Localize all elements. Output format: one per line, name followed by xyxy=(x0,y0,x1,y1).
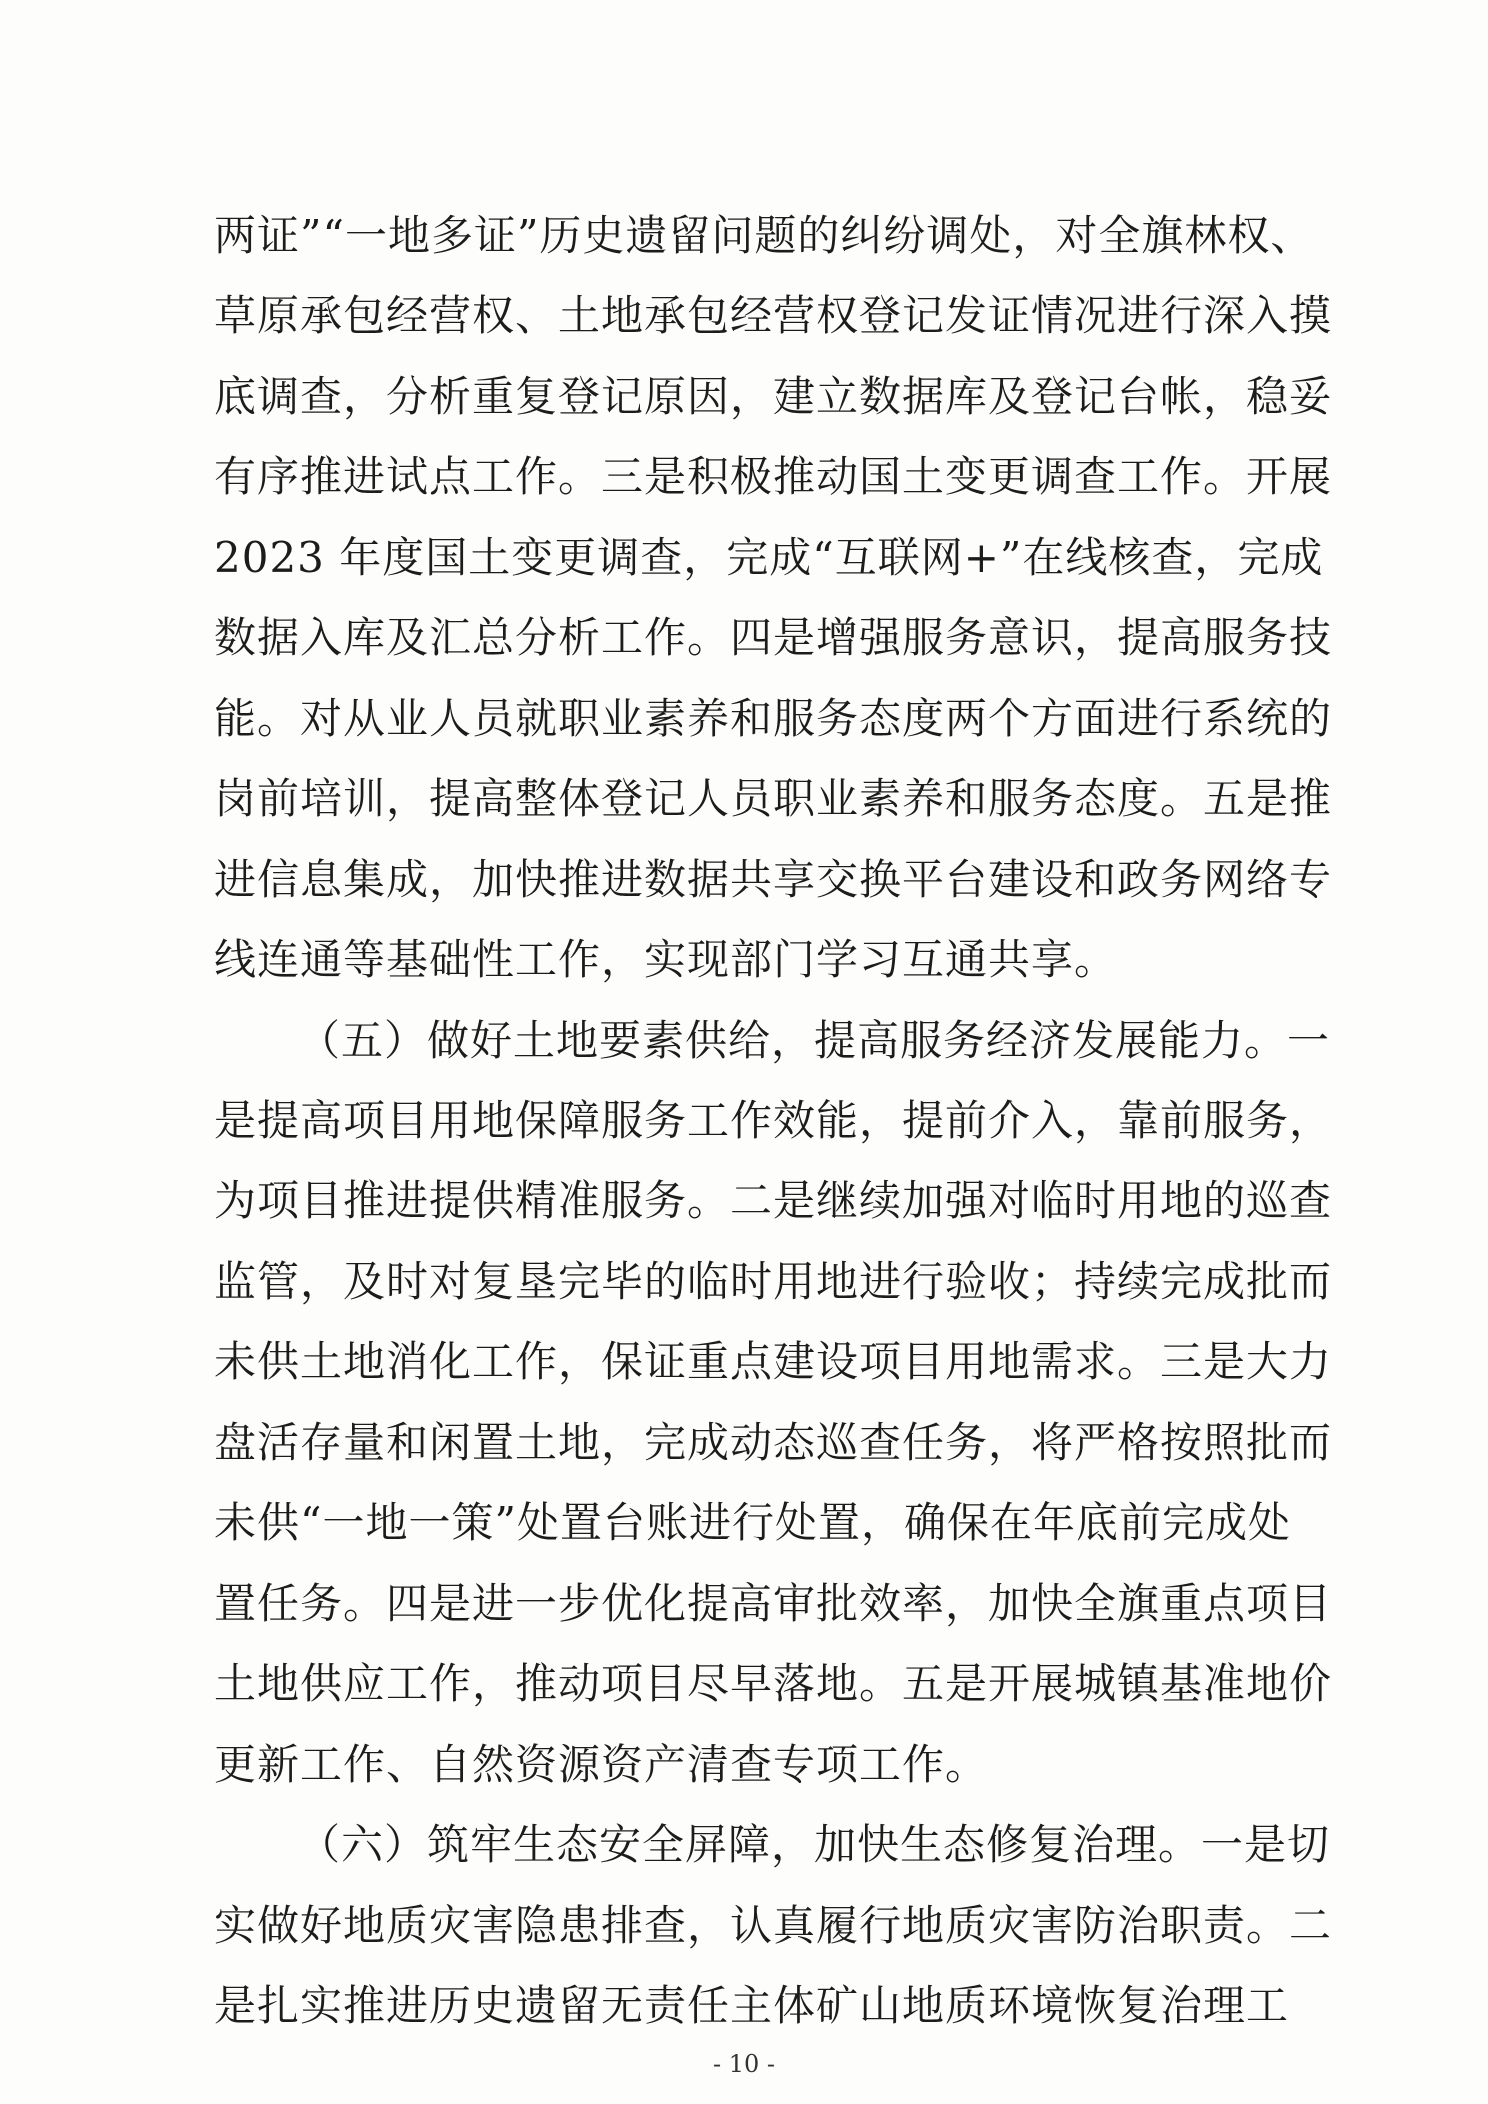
text-line: 监管，及时对复垦完毕的临时用地进行验收；持续完成批而 xyxy=(214,1257,1333,1306)
text-line: 线连通等基础性工作，实现部门学习互通共享。 xyxy=(214,935,1118,984)
text-line: 数据入库及汇总分析工作。四是增强服务意识，提高服务技 xyxy=(214,613,1333,662)
text-line: 能。对从业人员就职业素养和服务态度两个方面进行系统的 xyxy=(214,694,1333,743)
text-line: 为项目推进提供精准服务。二是继续加强对临时用地的巡查 xyxy=(214,1176,1333,1225)
text-line: 是扎实推进历史遗留无责任主体矿山地质环境恢复治理工 xyxy=(214,1981,1290,2030)
text-line: 盘活存量和闲置土地，完成动态巡查任务，将严格按照批而 xyxy=(214,1418,1333,1467)
page-number: - 10 - xyxy=(712,2050,775,2078)
text-line: 2023 年度国土变更调查，完成“互联网+”在线核查，完成 xyxy=(214,533,1324,582)
text-line: 草原承包经营权、土地承包经营权登记发证情况进行深入摸 xyxy=(214,291,1333,340)
text-line: 土地供应工作，推动项目尽早落地。五是开展城镇基准地价 xyxy=(214,1659,1333,1708)
text-line: 未供土地消化工作，保证重点建设项目用地需求。三是大力 xyxy=(214,1337,1333,1386)
text-line: 是提高项目用地保障服务工作效能，提前介入，靠前服务， xyxy=(214,1096,1333,1145)
section-heading-line: （五）做好土地要素供给，提高服务经济发展能力。一 xyxy=(298,1016,1331,1065)
text-line: 有序推进试点工作。三是积极推动国土变更调查工作。开展 xyxy=(214,452,1333,501)
text-line: 实做好地质灾害隐患排查，认真履行地质灾害防治职责。二 xyxy=(214,1901,1333,1950)
text-line: 置任务。四是进一步优化提高审批效率，加快全旗重点项目 xyxy=(214,1579,1333,1628)
text-line: 两证”“一地多证”历史遗留问题的纠纷调处，对全旗林权、 xyxy=(214,211,1314,260)
text-line: 进信息集成，加快推进数据共享交换平台建设和政务网络专 xyxy=(214,855,1333,904)
text-line: 岗前培训，提高整体登记人员职业素养和服务态度。五是推 xyxy=(214,774,1333,823)
text-line: 底调查，分析重复登记原因，建立数据库及登记台帐，稳妥 xyxy=(214,372,1333,421)
text-line: 未供“一地一策”处置台账进行处置，确保在年底前完成处 xyxy=(214,1498,1291,1547)
text-line: 更新工作、自然资源资产清查专项工作。 xyxy=(214,1740,989,1789)
section-heading-line: （六）筑牢生态安全屏障，加快生态修复治理。一是切 xyxy=(298,1820,1331,1869)
